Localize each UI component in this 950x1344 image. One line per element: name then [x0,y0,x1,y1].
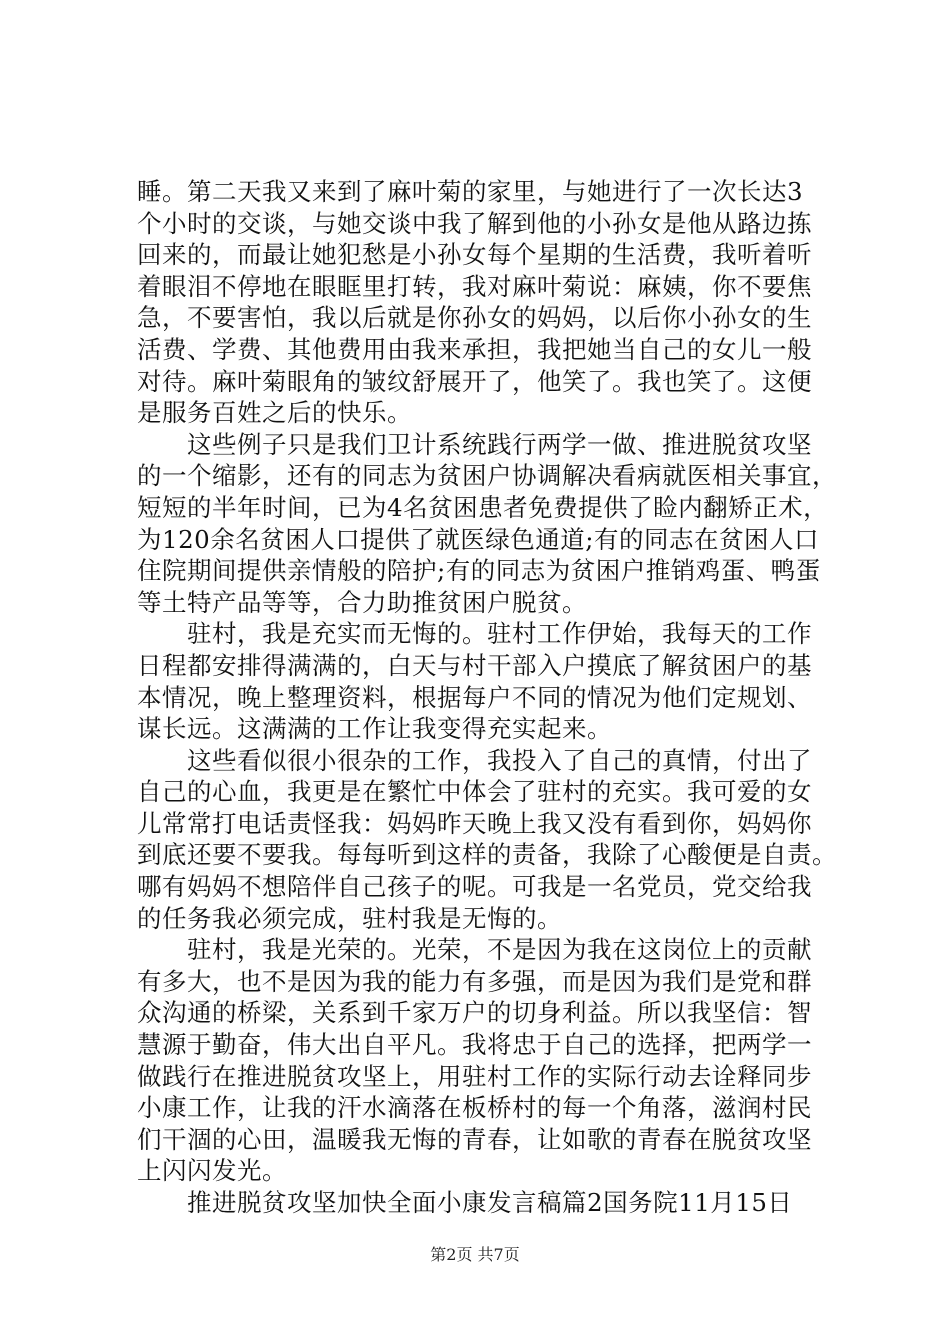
body-text [137,176,837,1219]
paragraph-2: 这些例子只是我们卫计系统践行两学一做、推进脱贫攻坚 的一个缩影，还有的同志为贫困户协调解决看病就医相关事宜， 短短的半年时间，已为4名贫困患者免费提供了睑内翻矫正术， 为120余名贫困人口提供了就医绿色通道;有的同志在贫困人口 住院期间提供亲情般的陪护;有的同志为贫困户推销鸡蛋、鸭蛋 等土特产品等等，合力助推贫困户脱贫。 [137,429,837,617]
paragraph-1: 睡。第二天我又来到了麻叶菊的家里，与她进行了一次长达3 个小时的交谈，与她交谈中我了解到他的小孙女是他从路边拣 回来的，而最让她犯愁是小孙女每个星期的生活费，我听着听 着眼泪不停地在眼眶里打转，我对麻叶菊说：麻姨，你不要焦 急，不要害怕，我以后就是你孙女的妈妈，以后你小孙女的生 活费、学费、其他费用由我来承担，我把她当自己的女儿一般 对待。麻叶菊眼角的皱纹舒展开了，他笑了。我也笑了。这便 是服务百姓之后的快乐。 [137,177,812,428]
page-footer: 第2页 共7页 [430,1245,520,1264]
paragraph-6: 推进脱贫攻坚加快全面小康发言稿篇2国务院11月15日 [137,1188,793,1217]
paragraph-4: 这些看似很小很杂的工作，我投入了自己的真情，付出了 自己的心血，我更是在繁忙中体会了驻村的充实。我可爱的女 儿常常打电话责怪我：妈妈昨天晚上我又没有看到你，妈妈你 到底还要不要我。每每听到这样的责备，我除了心酸便是自责。 哪有妈妈不想陪伴自己孩子的呢。可我是一名党员，党交给我 的任务我必须完成，驻村我是无悔的。 [137,745,837,933]
paragraph-5: 驻村，我是光荣的。光荣，不是因为我在这岗位上的贡献 有多大，也不是因为我的能力有多强，而是因为我们是党和群 众沟通的桥梁，关系到千家万户的切身利益。所以我坚信：智 慧源于勤奋，伟大出自平凡。我将忠于自己的选择，把两学一 做践行在推进脱贫攻坚上，用驻村工作的实际行动去诠释同步 小康工作，让我的汗水滴落在板桥村的每一个角落，滋润村民 们干涸的心田，温暖我无悔的青春，让如歌的青春在脱贫攻坚 上闪闪发光。 [137,935,812,1186]
paragraph-3: 驻村，我是充实而无悔的。驻村工作伊始，我每天的工作 日程都安排得满满的，白天与村干部入户摸底了解贫困户的基 本情况，晚上整理资料，根据每户不同的情况为他们定规划、 谋长远。这满满的工作让我变得充实起来。 [137,619,812,744]
